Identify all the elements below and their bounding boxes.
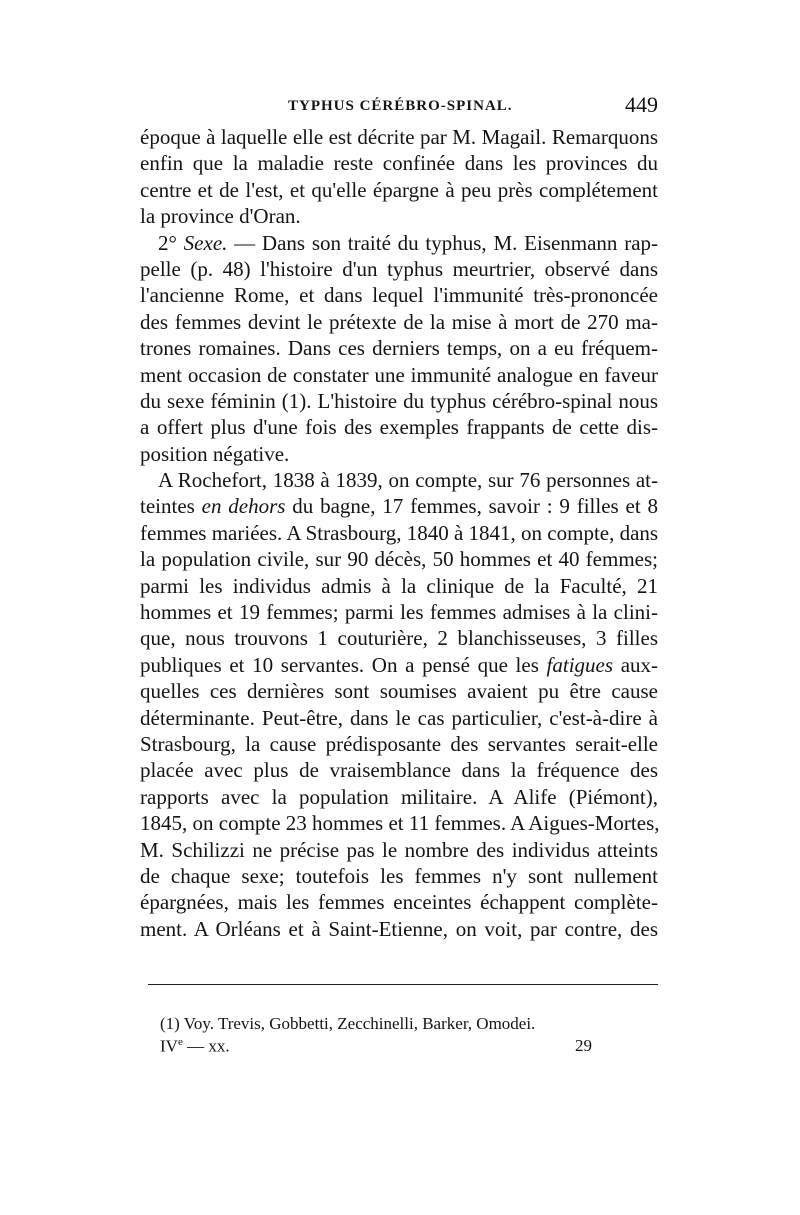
section-label: Sexe. [183, 230, 228, 255]
text-line: la province d'Oran. [140, 204, 301, 229]
text-line: placée avec plus de vraisemblance dans la fréquence des [140, 758, 658, 783]
signature-base: IV [160, 1036, 178, 1056]
section-dash: — [234, 230, 256, 255]
text-line: Strasbourg, la cause prédisposante des servantes serait-elle [140, 731, 658, 756]
text-line: A Rochefort, 1838 à 1839, on compte, sur 76 personnes at- [158, 468, 658, 493]
text-line: époque à laquelle elle est décrite par M. Magail. Remarquons [140, 125, 658, 149]
text-line: quelles ces dernières sont soumises avaient pu être cause [140, 679, 658, 704]
text-line: position négative. [140, 441, 290, 466]
signature-sup: e [177, 1036, 183, 1048]
text-line: que, nous trouvons 1 couturière, 2 blanchisseuses, 3 filles [140, 626, 658, 651]
text-line: pelle (p. 48) l'histoire d'un typhus meurtrier, observé dans [140, 256, 658, 281]
signature-rest: — xx. [187, 1036, 230, 1056]
text-fragment: publiques et 10 servantes. On a pensé que les [140, 652, 539, 677]
italic-phrase: en dehors [201, 494, 286, 519]
text-line: parmi les individus admis à la clinique de la Faculté, 21 [140, 573, 658, 598]
text-line: hommes et 19 femmes; parmi les femmes admises à la clini- [140, 600, 658, 625]
text-line: femmes mariées. A Strasbourg, 1840 à 1841, on compte, dans [140, 520, 659, 545]
text-line: rapports avec la population militaire. A Alife (Piémont), [140, 784, 658, 809]
text-line: la population civile, sur 90 décès, 50 hommes et 40 femmes; [140, 547, 658, 572]
text-line: déterminante. Peut-être, dans le cas particulier, c'est-à-dire à [140, 705, 658, 730]
text-line: de chaque sexe; toutefois les femmes n'y sont nullement [140, 863, 658, 888]
text-fragment: du bagne, 17 femmes, savoir : 9 filles et 8 [292, 494, 658, 519]
text-line: du sexe féminin (1). L'histoire du typhus cérébro-spinal nous [140, 388, 658, 413]
text-line: Dans son traité du typhus, M. Eisenmann rap- [261, 230, 659, 255]
text-line: épargnées, mais les femmes enceintes échappent complète- [140, 890, 658, 915]
text-line: M. Schilizzi ne précise pas le nombre des individus atteints [140, 837, 658, 862]
text-line: enfin que la maladie reste confinée dans les provinces du [140, 151, 658, 176]
footnote-rule [148, 984, 658, 985]
footnote: (1) Voy. Trevis, Gobbetti, Zecchinelli, Barker, Omodei. [160, 1014, 536, 1033]
text-line: ment occasion de constater une immunité analogue en faveur [140, 362, 658, 387]
mixed-line [140, 493, 658, 519]
section-number: 2° [158, 230, 177, 255]
text-line: centre et de l'est, et qu'elle épargne à peu près complétement [140, 177, 658, 202]
italic-phrase: fatigues [546, 652, 614, 677]
signature-row [160, 1036, 592, 1060]
text-line: trones romaines. Dans ces derniers temps, on a eu fréquem- [140, 336, 658, 361]
text-line: a offert plus d'une fois des exemples frappants de cette dis- [140, 415, 658, 440]
text-fragment: aux- [620, 652, 659, 677]
signature-mark [160, 1036, 230, 1057]
text-line: des femmes devint le prétexte de la mise à mort de 270 ma- [140, 309, 658, 334]
text-line: ment. A Orléans et à Saint-Etienne, on voit, par contre, des [140, 916, 658, 941]
text-line: 1845, on compte 23 hommes et 11 femmes. A Aigues-Mortes, [140, 811, 660, 836]
text-fragment: teintes [140, 494, 195, 519]
signature-number: 29 [575, 1036, 592, 1055]
body-text [140, 124, 658, 942]
text-line: l'ancienne Rome, et dans lequel l'immunité très-prononcée [140, 283, 658, 308]
page-number: 449 [625, 92, 658, 117]
running-head [138, 94, 658, 124]
mixed-line [140, 652, 658, 678]
running-title: TYPHUS CÉRÉBRO-SPINAL. [288, 98, 513, 114]
section-heading-line [140, 230, 658, 256]
